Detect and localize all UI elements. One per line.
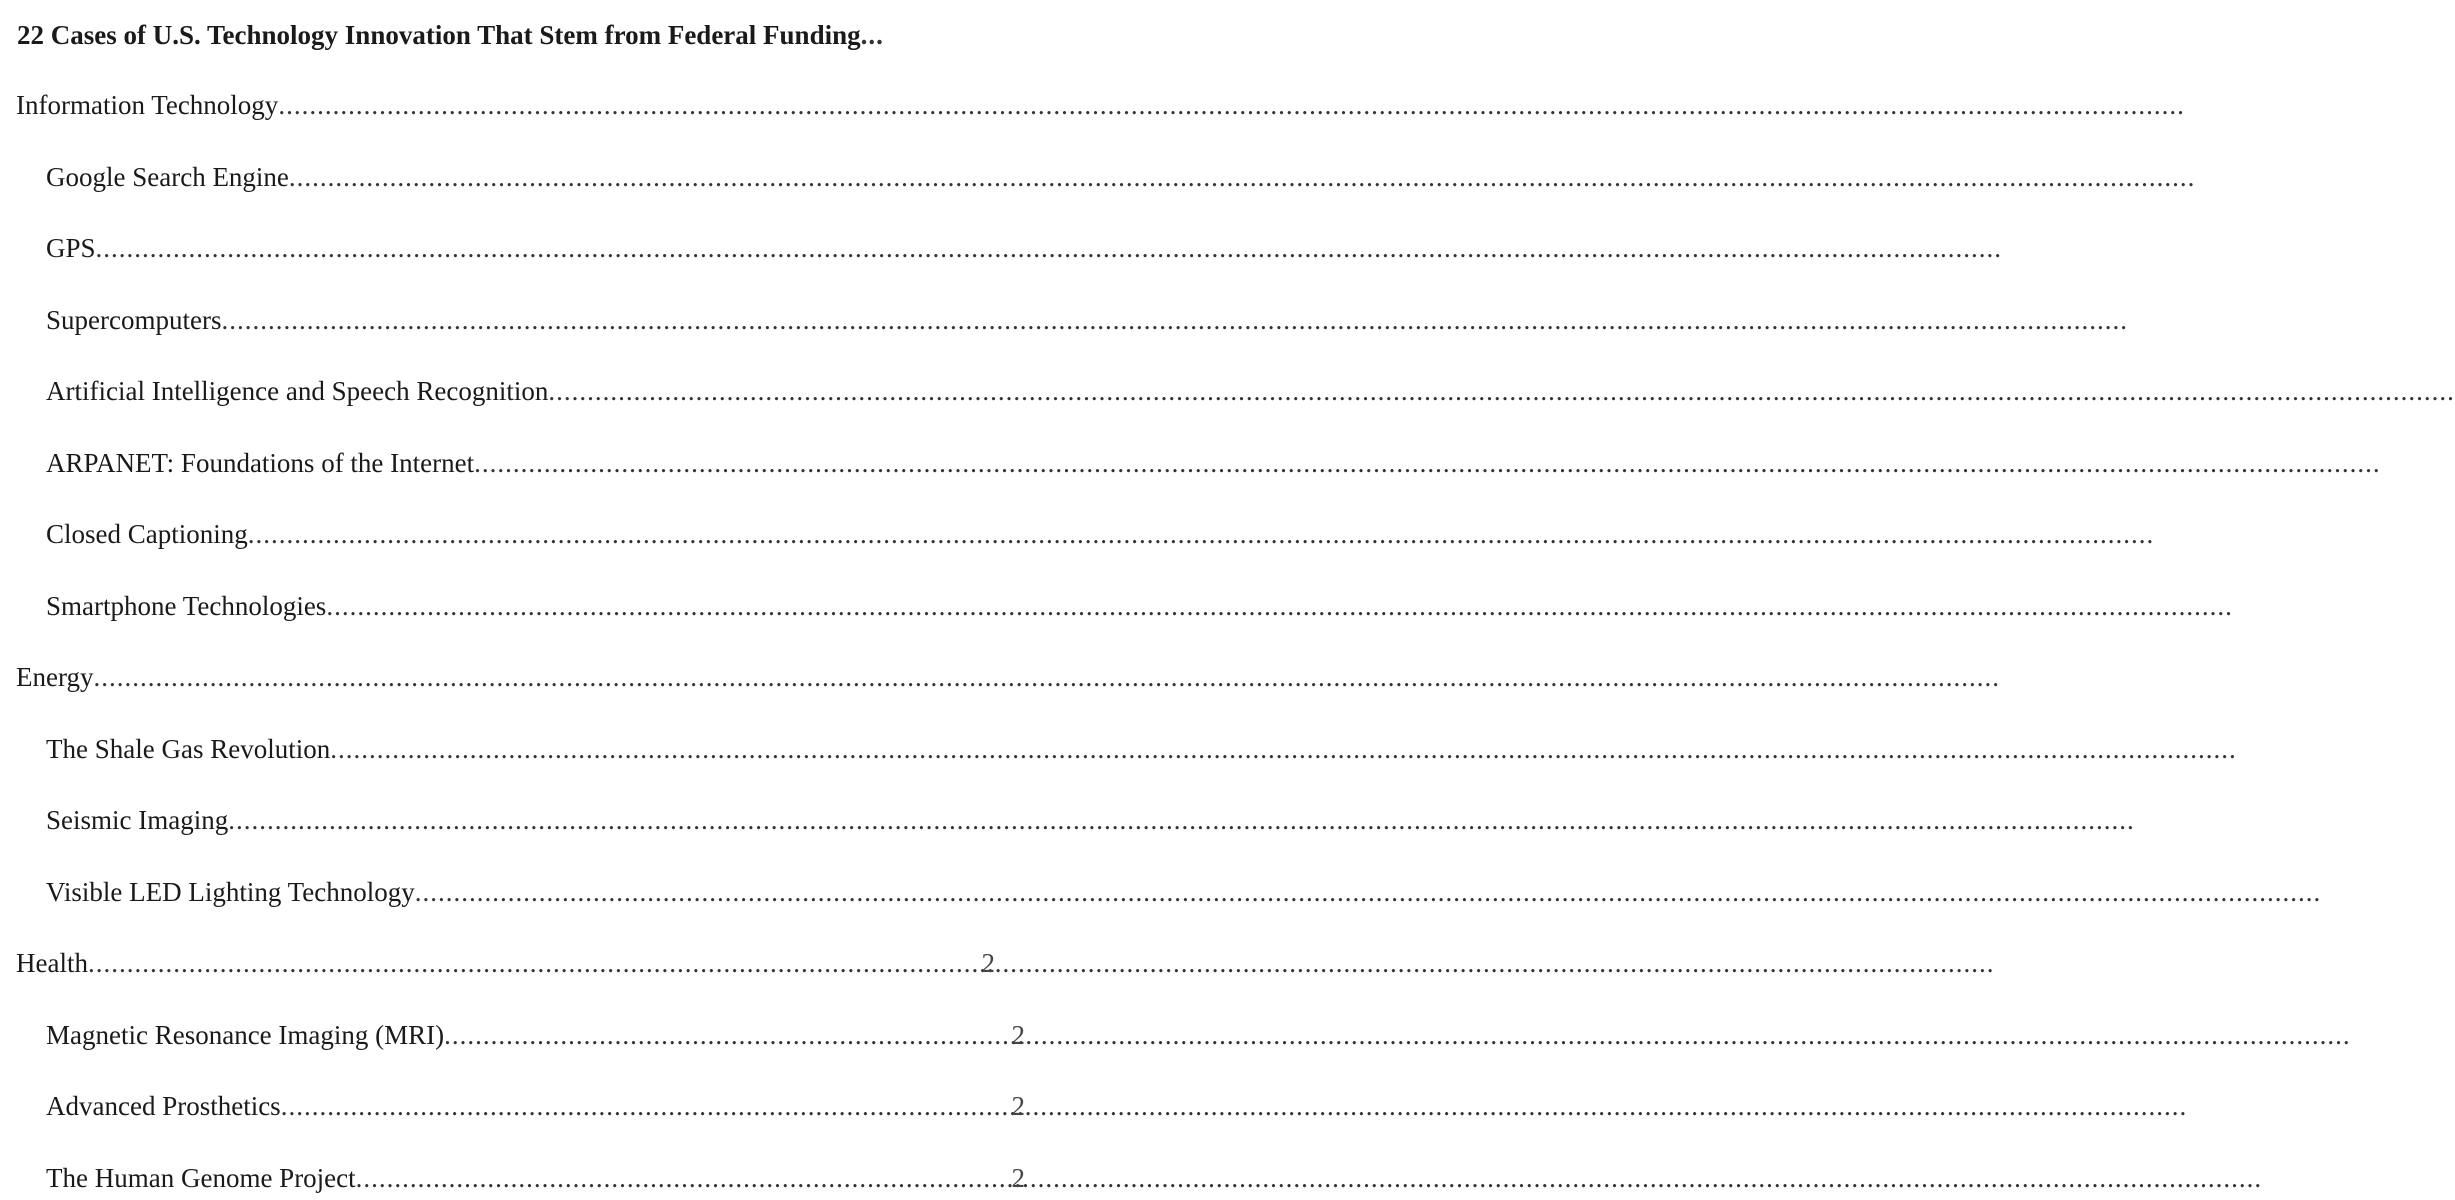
entry-label: Closed Captioning — [46, 519, 248, 549]
dot-leader — [281, 1089, 1012, 1123]
toc-section-information-technology[interactable] — [0, 78, 995, 122]
entry-label: Supercomputers — [46, 305, 222, 335]
entry-label: The Human Genome Project — [46, 1163, 356, 1193]
dot-leader — [221, 303, 1025, 337]
toc-entry-gps[interactable] — [0, 221, 1025, 265]
dot-leader — [330, 732, 1025, 766]
toc-entry-seismic-imaging[interactable] — [0, 793, 1025, 837]
dot-leader — [861, 18, 884, 52]
toc-entry-smartphone-technologies[interactable] — [0, 579, 1025, 623]
dot-leader — [356, 1161, 1012, 1195]
entry-label: Artificial Intelligence and Speech Recognition — [46, 376, 549, 406]
dot-leader — [474, 446, 1025, 480]
entry-label: Magnetic Resonance Imaging (MRI) — [46, 1020, 445, 1050]
entry-label: Advanced Prosthetics — [46, 1091, 281, 1121]
dot-leader — [289, 160, 1025, 194]
entry-label: Visible LED Lighting Technology — [46, 877, 415, 907]
entry-label: Smartphone Technologies — [46, 591, 327, 621]
dot-leader — [228, 803, 1025, 837]
dot-leader — [444, 1018, 1011, 1052]
page-number: 2 — [981, 948, 995, 978]
table-of-contents — [0, 0, 1025, 1200]
toc-entry-arpanet[interactable] — [0, 436, 1025, 480]
dot-leader — [93, 660, 995, 694]
toc-entry-closed-captioning[interactable] — [0, 507, 1025, 551]
section-label: Energy — [16, 662, 94, 692]
section-label: Information Technology — [16, 90, 279, 120]
dot-leader — [278, 88, 995, 122]
entry-label: Google Search Engine — [46, 162, 289, 192]
entry-label: ARPANET: Foundations of the Internet — [46, 448, 475, 478]
page-number: 2 — [1011, 1091, 1025, 1121]
toc-entry-visible-led-lighting[interactable] — [0, 865, 1025, 909]
dot-leader — [415, 875, 1025, 909]
dot-leader — [88, 946, 982, 980]
toc-entry-human-genome-project[interactable] — [0, 1151, 1025, 1195]
entry-label: The Shale Gas Revolution — [46, 734, 331, 764]
toc-entry-mri[interactable] — [0, 1008, 1025, 1052]
toc-section-energy[interactable] — [0, 650, 995, 694]
section-label: Health — [16, 948, 88, 978]
toc-title-row — [0, 8, 996, 52]
entry-label: Seismic Imaging — [46, 805, 229, 835]
document-title: 22 Cases of U.S. Technology Innovation That Stem from Federal Funding — [17, 20, 861, 50]
page-number: 2 — [1011, 1020, 1025, 1050]
toc-entry-artificial-intelligence[interactable] — [0, 364, 1025, 408]
toc-entry-supercomputers[interactable] — [0, 293, 1025, 337]
toc-entry-advanced-prosthetics[interactable] — [0, 1079, 1025, 1123]
dot-leader — [96, 231, 1025, 265]
toc-entry-google-search-engine[interactable] — [0, 150, 1025, 194]
toc-section-health[interactable] — [0, 936, 995, 980]
page-number: 2 — [1011, 1163, 1025, 1193]
dot-leader — [326, 589, 1025, 623]
dot-leader — [248, 517, 1025, 551]
dot-leader — [548, 374, 1025, 408]
entry-label: GPS — [46, 233, 96, 263]
toc-entry-shale-gas-revolution[interactable] — [0, 722, 1025, 766]
